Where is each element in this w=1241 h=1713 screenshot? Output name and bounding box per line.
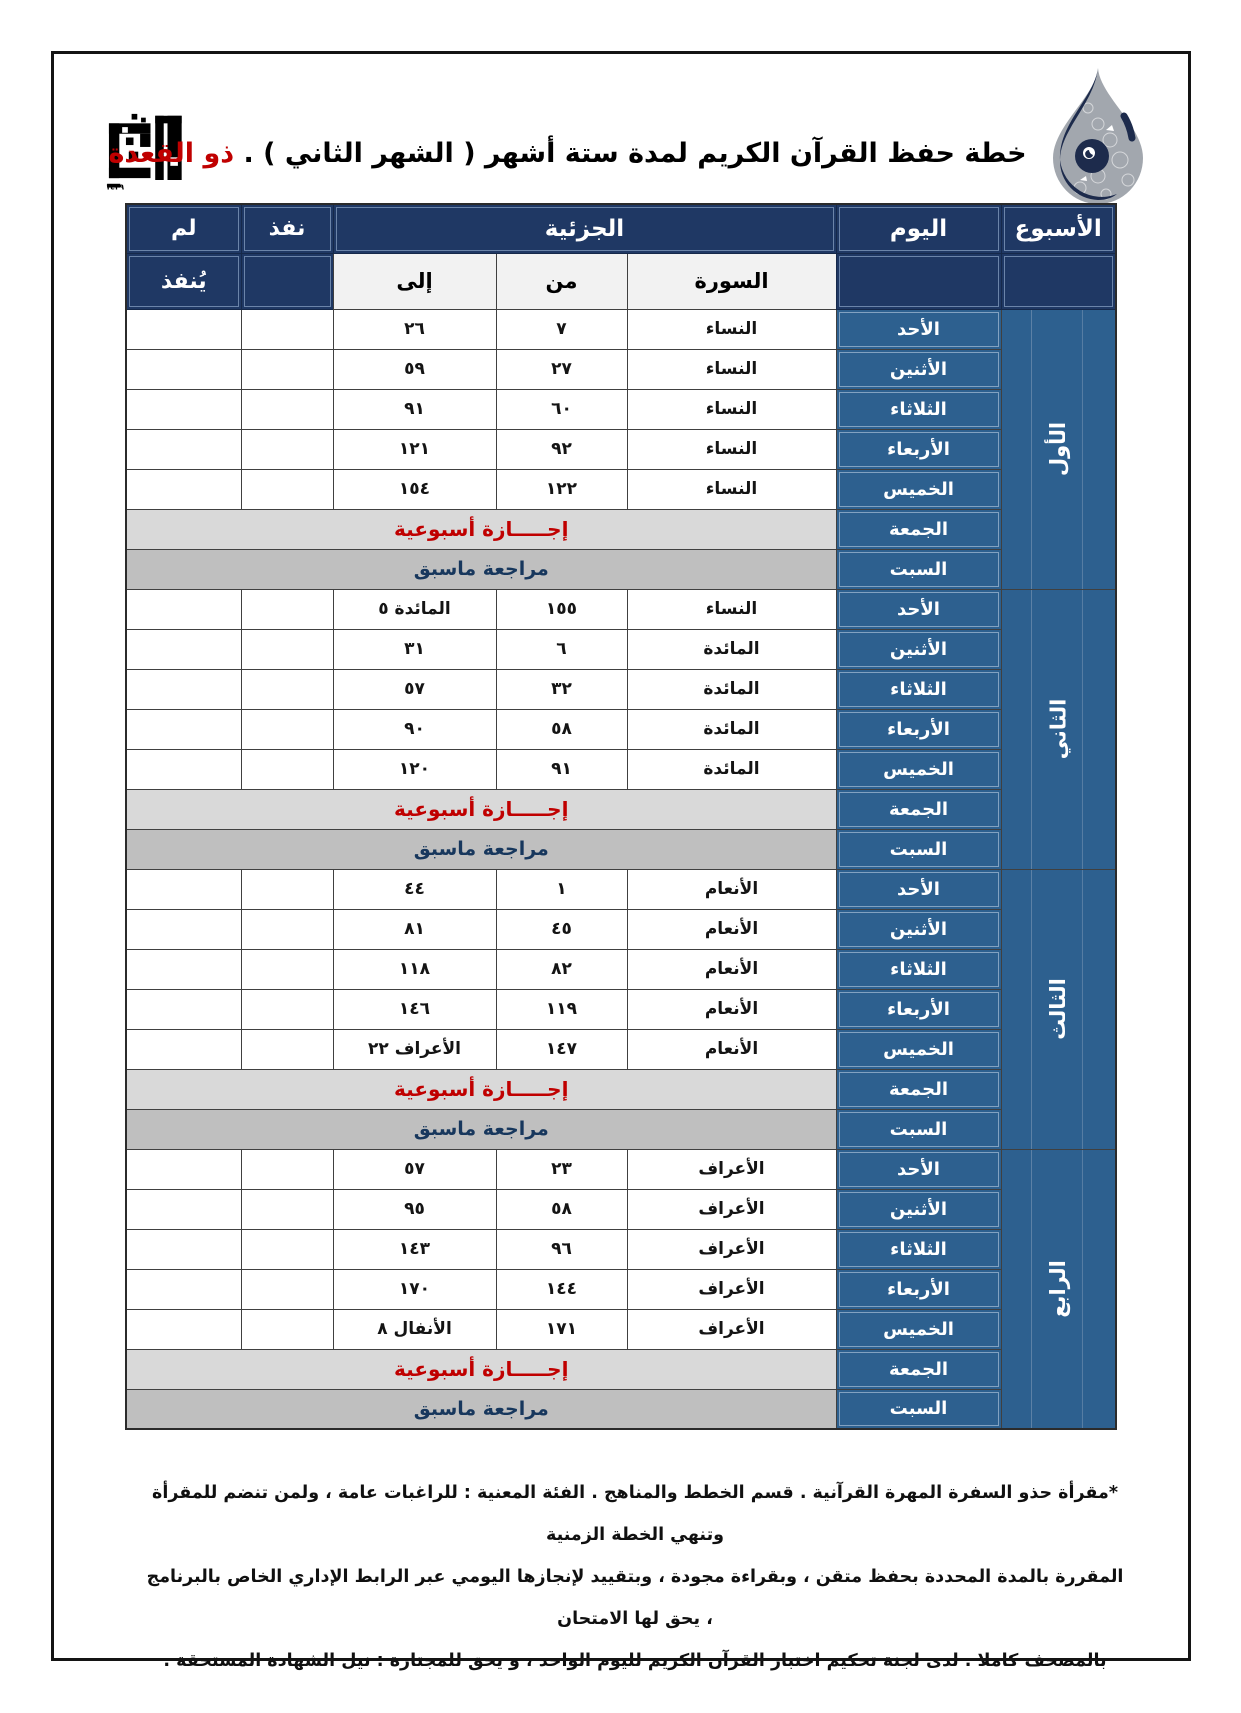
table-row xyxy=(126,1029,1116,1069)
not-done-cell xyxy=(126,989,241,1029)
day-cell: الأثنين xyxy=(836,1189,1001,1229)
done-cell xyxy=(241,1309,333,1349)
not-done-cell xyxy=(126,1309,241,1349)
week-1-label: الأول xyxy=(1046,421,1071,477)
surah-cell: المائدة xyxy=(627,749,836,789)
surah-cell: النساء xyxy=(627,429,836,469)
logo-year-text: ١٤٣٩ xyxy=(105,182,125,192)
not-done-cell xyxy=(126,349,241,389)
done-cell xyxy=(241,1029,333,1069)
not-done-cell xyxy=(126,749,241,789)
review-row xyxy=(126,1109,1116,1149)
table-row xyxy=(126,749,1116,789)
day-cell: الجمعة xyxy=(836,1349,1001,1389)
to-cell: ٥٩ xyxy=(333,349,496,389)
surah-cell: الأنعام xyxy=(627,1029,836,1069)
from-cell: ١٧١ xyxy=(496,1309,627,1349)
table-row xyxy=(126,1229,1116,1269)
surah-cell: المائدة xyxy=(627,629,836,669)
done-cell xyxy=(241,429,333,469)
table-header-row-2 xyxy=(126,253,1116,309)
day-cell: السبت xyxy=(836,1109,1001,1149)
footer-line-3: بالمصحف كاملا . لدى لجنة تحكيم اختبار القرآن الكريم لليوم الواحد ، و يحق للمجتازة : نيل الشهادة المستحقة . xyxy=(163,1651,1107,1671)
to-cell: ٥٧ xyxy=(333,1149,496,1189)
day-cell: الأربعاء xyxy=(836,429,1001,469)
from-cell: ٥٨ xyxy=(496,1189,627,1229)
week-3-label: الثالث xyxy=(1046,978,1071,1040)
to-cell: ١٧٠ xyxy=(333,1269,496,1309)
done-cell xyxy=(241,949,333,989)
done-cell xyxy=(241,309,333,349)
day-cell: الثلاثاء xyxy=(836,389,1001,429)
review-cell: مراجعة ماسبق xyxy=(126,1109,836,1149)
done-cell xyxy=(241,389,333,429)
from-cell: ٧ xyxy=(496,309,627,349)
to-cell: المائدة ٥ xyxy=(333,589,496,629)
surah-cell: الأنعام xyxy=(627,989,836,1029)
surah-cell: النساء xyxy=(627,589,836,629)
to-cell: ٥٧ xyxy=(333,669,496,709)
done-cell xyxy=(241,1229,333,1269)
from-cell: ٢٧ xyxy=(496,349,627,389)
not-done-cell xyxy=(126,869,241,909)
from-cell: ٦ xyxy=(496,629,627,669)
done-cell xyxy=(241,749,333,789)
footer-line-2: المقررة بالمدة المحددة بحفظ متقن ، وبقراءة مجودة ، وبتقييد لإنجازها اليومي عبر الرابط الإداري الخاص بالبرنامج ، يحق لها الامتحان xyxy=(146,1567,1124,1629)
surah-cell: المائدة xyxy=(627,709,836,749)
day-cell: الثلاثاء xyxy=(836,1229,1001,1269)
holiday-row xyxy=(126,789,1116,829)
from-cell: ١٢٢ xyxy=(496,469,627,509)
not-done-cell xyxy=(126,309,241,349)
from-cell: ٤٥ xyxy=(496,909,627,949)
memorization-plan-table xyxy=(125,203,1117,1430)
not-done-cell xyxy=(126,1229,241,1269)
surah-cell: الأنعام xyxy=(627,869,836,909)
table-row xyxy=(126,309,1116,349)
surah-cell: الأعراف xyxy=(627,1149,836,1189)
not-done-cell xyxy=(126,1149,241,1189)
week-2-cell xyxy=(1001,589,1116,869)
day-cell: الأربعاء xyxy=(836,709,1001,749)
hathw-drop-calligraphy-logo xyxy=(1036,64,1161,208)
day-cell: الخميس xyxy=(836,469,1001,509)
from-cell: ٩٢ xyxy=(496,429,627,469)
not-done-cell xyxy=(126,429,241,469)
from-cell: ٥٨ xyxy=(496,709,627,749)
table-row xyxy=(126,629,1116,669)
done-cell xyxy=(241,869,333,909)
day-cell: الجمعة xyxy=(836,789,1001,829)
week-1-cell xyxy=(1001,309,1116,589)
table-header-row-1 xyxy=(126,204,1116,253)
day-cell: الأحد xyxy=(836,1149,1001,1189)
done-cell xyxy=(241,469,333,509)
not-done-cell xyxy=(126,669,241,709)
weekly-holiday-cell: إجـــــازة أسبوعية xyxy=(126,1349,836,1389)
done-cell xyxy=(241,349,333,389)
holiday-row xyxy=(126,1069,1116,1109)
surah-cell: الأعراف xyxy=(627,1229,836,1269)
not-done-cell xyxy=(126,1269,241,1309)
day-column-header: اليوم xyxy=(836,204,1001,253)
day-cell: الأثنين xyxy=(836,349,1001,389)
from-cell: ٩١ xyxy=(496,749,627,789)
from-cell: ١٤٧ xyxy=(496,1029,627,1069)
to-column-header: إلى xyxy=(333,253,496,309)
surah-cell: النساء xyxy=(627,349,836,389)
review-row xyxy=(126,549,1116,589)
to-cell: الأنفال ٨ xyxy=(333,1309,496,1349)
footer-line-1: *مقرأة حذو السفرة المهرة القرآنية . قسم الخطط والمناهج . الفئة المعنية : للراغبات عامة ، ولمن تنضم للمقرأة وتنهي الخطة الزمنية xyxy=(152,1483,1118,1545)
done-column-header: نفذ xyxy=(241,204,333,253)
to-cell: ١٤٦ xyxy=(333,989,496,1029)
footer-notes xyxy=(145,1472,1125,1682)
not-done-cell xyxy=(126,389,241,429)
table-row xyxy=(126,669,1116,709)
from-cell: ٩٦ xyxy=(496,1229,627,1269)
day-cell: الأربعاء xyxy=(836,989,1001,1029)
day-column-header-spacer xyxy=(836,253,1001,309)
to-cell: ٢٦ xyxy=(333,309,496,349)
not-done-cell xyxy=(126,949,241,989)
to-cell: ٤٤ xyxy=(333,869,496,909)
surah-cell: الأعراف xyxy=(627,1189,836,1229)
not-done-cell xyxy=(126,1029,241,1069)
to-cell: ٣١ xyxy=(333,629,496,669)
not-done-cell xyxy=(126,709,241,749)
surah-cell: الأنعام xyxy=(627,949,836,989)
day-cell: الثلاثاء xyxy=(836,669,1001,709)
holiday-row xyxy=(126,1349,1116,1389)
not-done-column-header-line2: يُنفذ xyxy=(126,253,241,309)
not-done-cell xyxy=(126,629,241,669)
day-cell: الجمعة xyxy=(836,509,1001,549)
surah-cell: النساء xyxy=(627,469,836,509)
done-cell xyxy=(241,669,333,709)
day-cell: السبت xyxy=(836,1389,1001,1429)
table-row xyxy=(126,349,1116,389)
to-cell: ١١٨ xyxy=(333,949,496,989)
from-cell: ١٥٥ xyxy=(496,589,627,629)
table-row xyxy=(126,589,1116,629)
day-cell: السبت xyxy=(836,549,1001,589)
not-done-cell xyxy=(126,1189,241,1229)
done-cell xyxy=(241,1149,333,1189)
week-column-header: الأسبوع xyxy=(1001,204,1116,253)
week-4-label: الرابع xyxy=(1046,1259,1071,1318)
done-cell xyxy=(241,1269,333,1309)
to-cell: ٩١ xyxy=(333,389,496,429)
week-3-cell xyxy=(1001,869,1116,1149)
to-cell: ١٤٣ xyxy=(333,1229,496,1269)
not-done-cell xyxy=(126,469,241,509)
day-cell: الأحد xyxy=(836,589,1001,629)
done-cell xyxy=(241,709,333,749)
title-month-text: ذو القعدة xyxy=(108,138,235,169)
table-row xyxy=(126,1309,1116,1349)
from-cell: ١١٩ xyxy=(496,989,627,1029)
to-cell: ١٢٠ xyxy=(333,749,496,789)
from-cell: ٨٢ xyxy=(496,949,627,989)
surah-cell: النساء xyxy=(627,309,836,349)
portion-column-header: الجزئية xyxy=(333,204,836,253)
day-cell: الثلاثاء xyxy=(836,949,1001,989)
not-done-cell xyxy=(126,909,241,949)
surah-cell: النساء xyxy=(627,389,836,429)
done-cell xyxy=(241,629,333,669)
day-cell: الأثنين xyxy=(836,629,1001,669)
week-2-label: الثاني xyxy=(1046,698,1071,760)
from-cell: ٦٠ xyxy=(496,389,627,429)
table-row xyxy=(126,909,1116,949)
review-cell: مراجعة ماسبق xyxy=(126,549,836,589)
table-row xyxy=(126,1269,1116,1309)
to-cell: ١٥٤ xyxy=(333,469,496,509)
from-column-header: من xyxy=(496,253,627,309)
weekly-holiday-cell: إجـــــازة أسبوعية xyxy=(126,1069,836,1109)
weekly-holiday-cell: إجـــــازة أسبوعية xyxy=(126,789,836,829)
surah-cell: الأعراف xyxy=(627,1269,836,1309)
day-cell: الجمعة xyxy=(836,1069,1001,1109)
holiday-row xyxy=(126,509,1116,549)
done-cell xyxy=(241,989,333,1029)
from-cell: ٢٣ xyxy=(496,1149,627,1189)
title-main-text: خطة حفظ القرآن الكريم لمدة ستة أشهر ( الشهر الثاني ) . xyxy=(243,138,1027,169)
day-cell: السبت xyxy=(836,829,1001,869)
day-cell: الأحد xyxy=(836,309,1001,349)
table-row xyxy=(126,1189,1116,1229)
table-row xyxy=(126,469,1116,509)
table-row xyxy=(126,1149,1116,1189)
surah-cell: الأنعام xyxy=(627,909,836,949)
table-row xyxy=(126,389,1116,429)
not-done-column-header-line1: لم xyxy=(126,204,241,253)
review-cell: مراجعة ماسبق xyxy=(126,829,836,869)
review-row xyxy=(126,829,1116,869)
day-cell: الخميس xyxy=(836,1029,1001,1069)
surah-cell: المائدة xyxy=(627,669,836,709)
table-row xyxy=(126,429,1116,469)
done-cell xyxy=(241,909,333,949)
from-cell: ١ xyxy=(496,869,627,909)
day-cell: الخميس xyxy=(836,1309,1001,1349)
not-done-cell xyxy=(126,589,241,629)
day-cell: الخميس xyxy=(836,749,1001,789)
to-cell: الأعراف ٢٢ xyxy=(333,1029,496,1069)
to-cell: ٨١ xyxy=(333,909,496,949)
surah-column-header: السورة xyxy=(627,253,836,309)
to-cell: ٩٥ xyxy=(333,1189,496,1229)
to-cell: ٩٠ xyxy=(333,709,496,749)
page-title xyxy=(95,136,1040,172)
week-4-cell xyxy=(1001,1149,1116,1429)
day-cell: الأربعاء xyxy=(836,1269,1001,1309)
table-row xyxy=(126,869,1116,909)
table-row xyxy=(126,949,1116,989)
review-cell: مراجعة ماسبق xyxy=(126,1389,836,1429)
table-row xyxy=(126,709,1116,749)
done-column-header-spacer xyxy=(241,253,333,309)
from-cell: ٣٢ xyxy=(496,669,627,709)
day-cell: الأثنين xyxy=(836,909,1001,949)
from-cell: ١٤٤ xyxy=(496,1269,627,1309)
weekly-holiday-cell: إجـــــازة أسبوعية xyxy=(126,509,836,549)
surah-cell: الأعراف xyxy=(627,1309,836,1349)
to-cell: ١٢١ xyxy=(333,429,496,469)
day-cell: الأحد xyxy=(836,869,1001,909)
done-cell xyxy=(241,1189,333,1229)
done-cell xyxy=(241,589,333,629)
table-row xyxy=(126,989,1116,1029)
week-column-header-spacer xyxy=(1001,253,1116,309)
review-row xyxy=(126,1389,1116,1429)
